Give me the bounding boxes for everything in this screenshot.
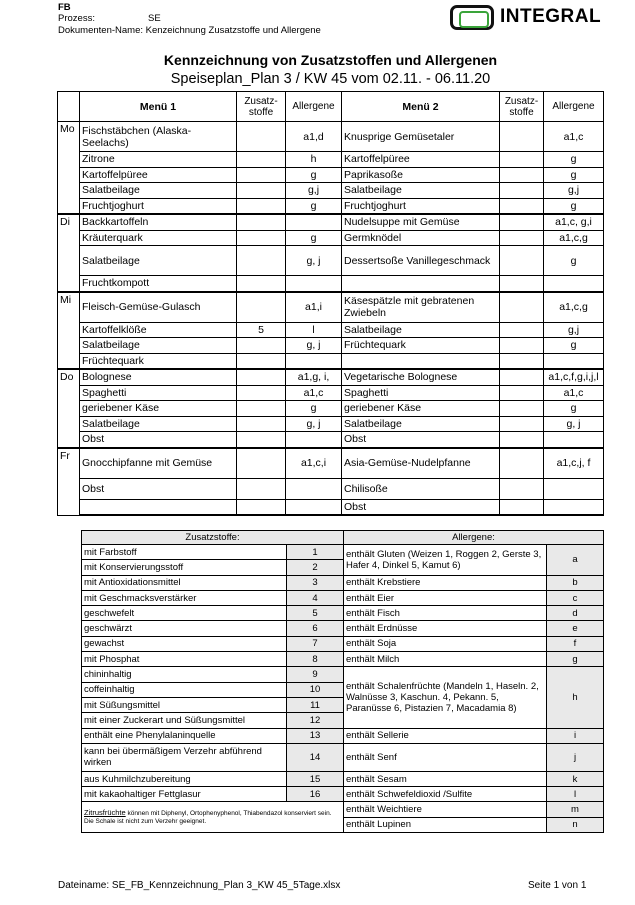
menu2-zusatz xyxy=(500,416,544,432)
menu2-allergene xyxy=(544,432,604,448)
menu1-allergene: a1,d xyxy=(286,122,342,152)
allergen-label: enthält Schalenfrüchte (Mandeln 1, Haseln. 2, Walnüsse 3, Kaschun. 4, Pekann. 5, Paranüsse 6, Pistazien 7, Macadamia 8) xyxy=(344,667,547,728)
menu2-item: Paprikasoße xyxy=(342,167,500,183)
menu1-zusatz xyxy=(237,499,286,515)
zusatzstoff-label: aus Kuhmilchzubereitung xyxy=(82,771,287,786)
zusatzstoff-label: enthält eine Phenylalaninquelle xyxy=(82,728,287,743)
form-code: FB xyxy=(58,2,71,13)
menu-row xyxy=(58,183,604,199)
allergen-label: enthält Soja xyxy=(344,636,547,651)
menu2-zusatz xyxy=(500,246,544,276)
menu1-item: Fleisch-Gemüse-Gulasch xyxy=(80,292,237,323)
allergen-code: k xyxy=(547,771,604,786)
zusatzstoff-number: 16 xyxy=(287,787,344,802)
allergene1-header: Allergene xyxy=(286,92,342,122)
allergen-code: f xyxy=(547,636,604,651)
menu2-allergene: g, j xyxy=(544,416,604,432)
menu1-allergene: g, j xyxy=(286,246,342,276)
menu1-header: Menü 1 xyxy=(80,92,237,122)
menu1-zusatz xyxy=(237,353,286,369)
menu1-allergene: g xyxy=(286,198,342,214)
menu-row xyxy=(58,338,604,354)
allergene-header: Allergene: xyxy=(344,531,604,545)
allergen-label: enthält Krebstiere xyxy=(344,575,547,590)
zusatzstoff-label: kann bei übermäßigem Verzehr abführend wirken xyxy=(82,743,287,771)
zusatzstoff-number: 10 xyxy=(287,682,344,697)
menu1-item: Kräuterquark xyxy=(80,230,237,246)
menu2-item: geriebener Käse xyxy=(342,401,500,417)
menu2-item: Spaghetti xyxy=(342,385,500,401)
allergen-label: enthält Lupinen xyxy=(344,817,547,832)
allergen-label: enthält Senf xyxy=(344,743,547,771)
legend-table xyxy=(81,530,604,833)
menu1-zusatz xyxy=(237,401,286,417)
document-name-label: Dokumenten-Name: xyxy=(58,25,144,36)
menu-row xyxy=(58,369,604,385)
allergen-code: l xyxy=(547,787,604,802)
zusatzstoff-label: coffeinhaltig xyxy=(82,682,287,697)
menu-header-row xyxy=(58,92,604,122)
allergen-code: n xyxy=(547,817,604,832)
menu2-zusatz xyxy=(500,214,544,230)
menu2-allergene: g,j xyxy=(544,183,604,199)
citrus-note-keyword: Zitrusfrüchte xyxy=(84,807,126,817)
legend-row xyxy=(82,743,604,771)
allergen-code: i xyxy=(547,728,604,743)
zusatzstoff-label: chininhaltig xyxy=(82,667,287,682)
menu2-item: Salatbeilage xyxy=(342,416,500,432)
menu-row xyxy=(58,122,604,152)
menu1-zusatz xyxy=(237,292,286,323)
allergen-label: enthält Schwefeldioxid /Sulfite xyxy=(344,787,547,802)
zusatzstoff-label: mit Antioxidationsmittel xyxy=(82,575,287,590)
allergen-code: h xyxy=(547,667,604,728)
zusatzstoff-label: geschwärzt xyxy=(82,621,287,636)
menu2-item: Früchtequark xyxy=(342,338,500,354)
menu1-allergene: a1,c xyxy=(286,385,342,401)
legend-row xyxy=(82,621,604,636)
allergen-label: enthält Erdnüsse xyxy=(344,621,547,636)
allergen-code: a xyxy=(547,545,604,576)
menu2-allergene: g xyxy=(544,152,604,168)
menu2-zusatz xyxy=(500,322,544,338)
logo-text: INTEGRAL xyxy=(500,6,602,27)
day-label: Fr xyxy=(58,448,80,516)
page-subtitle: Speiseplan_Plan 3 / KW 45 vom 02.11. - 06.11.20 xyxy=(170,71,491,87)
zusatzstoff-number: 14 xyxy=(287,743,344,771)
zusatzstoff-label: mit Geschmacksverstärker xyxy=(82,590,287,605)
zusatzstoff-label: mit einer Zuckerart und Süßungsmittel xyxy=(82,713,287,728)
menu2-allergene: g xyxy=(544,167,604,183)
allergen-code: g xyxy=(547,652,604,667)
footer-filename: Dateiname: SE_FB_Kennzeichnung_Plan 3_KW 45_5Tage.xlsx xyxy=(58,880,341,891)
menu1-item: Backkartoffeln xyxy=(80,214,237,230)
menu2-zusatz xyxy=(500,448,544,479)
menu2-item: Kartoffelpüree xyxy=(342,152,500,168)
process-value: SE xyxy=(148,13,161,24)
menu2-allergene: a1,c,j, f xyxy=(544,448,604,479)
menu2-zusatz xyxy=(500,499,544,515)
menu-row xyxy=(58,292,604,323)
zusatzstoff-number: 6 xyxy=(287,621,344,636)
menu2-item xyxy=(342,353,500,369)
zusatzstoff-number: 8 xyxy=(287,652,344,667)
zusatzstoff-number: 1 xyxy=(287,545,344,560)
menu2-item: Chilisoße xyxy=(342,478,500,499)
menu2-item: Salatbeilage xyxy=(342,183,500,199)
menu1-item: Zitrone xyxy=(80,152,237,168)
menu2-allergene xyxy=(544,276,604,292)
zusatz1-header: Zusatz-stoffe xyxy=(237,92,286,122)
menu-row xyxy=(58,499,604,515)
allergen-label: enthält Eier xyxy=(344,590,547,605)
zusatzstoff-label: mit Süßungsmittel xyxy=(82,697,287,712)
legend-row xyxy=(82,787,604,802)
zusatzstoff-number: 11 xyxy=(287,697,344,712)
menu2-item: Obst xyxy=(342,499,500,515)
day-label: Do xyxy=(58,369,80,448)
menu2-item: Fruchtjoghurt xyxy=(342,198,500,214)
menu1-allergene: g, j xyxy=(286,338,342,354)
menu1-zusatz xyxy=(237,416,286,432)
menu2-allergene: a1,c,f,g,i,j,l xyxy=(544,369,604,385)
allergen-label: enthält Weichtiere xyxy=(344,802,547,817)
menu-row xyxy=(58,322,604,338)
menu2-item: Asia-Gemüse-Nudelpfanne xyxy=(342,448,500,479)
menu1-item: Fischstäbchen (Alaska-Seelachs) xyxy=(80,122,237,152)
zusatzstoff-number: 15 xyxy=(287,771,344,786)
legend-row xyxy=(82,771,604,786)
zusatzstoff-label: gewachst xyxy=(82,636,287,651)
menu1-zusatz xyxy=(237,230,286,246)
menu2-item: Vegetarische Bolognese xyxy=(342,369,500,385)
menu1-item: Gnocchipfanne mit Gemüse xyxy=(80,448,237,479)
integral-logo xyxy=(450,3,600,33)
menu1-zusatz xyxy=(237,246,286,276)
menu1-allergene: a1,g, i, xyxy=(286,369,342,385)
document-name-value: Kenzeichnung Zusatzstoffe und Allergene xyxy=(145,25,321,36)
legend-row xyxy=(82,728,604,743)
menu2-zusatz xyxy=(500,353,544,369)
zusatzstoff-number: 12 xyxy=(287,713,344,728)
menu1-allergene xyxy=(286,214,342,230)
menu1-allergene xyxy=(286,353,342,369)
allergen-label: enthält Gluten (Weizen 1, Roggen 2, Gerste 3, Hafer 4, Dinkel 5, Kamut 6) xyxy=(344,545,547,576)
allergen-label: enthält Sesam xyxy=(344,771,547,786)
zusatzstoff-number: 5 xyxy=(287,606,344,621)
legend-row xyxy=(82,636,604,651)
zusatzstoff-number: 3 xyxy=(287,575,344,590)
menu1-allergene: g xyxy=(286,167,342,183)
menu2-zusatz xyxy=(500,183,544,199)
menu1-zusatz xyxy=(237,448,286,479)
zusatzstoff-label: mit Farbstoff xyxy=(82,545,287,560)
menu2-allergene: g xyxy=(544,338,604,354)
menu2-header: Menü 2 xyxy=(342,92,500,122)
menu2-allergene xyxy=(544,499,604,515)
menu1-item: Salatbeilage xyxy=(80,416,237,432)
menu1-allergene: g, j xyxy=(286,416,342,432)
menu-row xyxy=(58,353,604,369)
menu1-item: Spaghetti xyxy=(80,385,237,401)
menu1-allergene: h xyxy=(286,152,342,168)
menu2-allergene: g,j xyxy=(544,322,604,338)
menu2-zusatz xyxy=(500,152,544,168)
menu-row xyxy=(58,152,604,168)
menu-row xyxy=(58,416,604,432)
menu2-item: Nudelsuppe mit Gemüse xyxy=(342,214,500,230)
legend-row xyxy=(82,606,604,621)
menu2-zusatz xyxy=(500,338,544,354)
zusatzstoff-label: mit Konservierungsstoff xyxy=(82,560,287,575)
menu2-allergene: a1,c,g xyxy=(544,230,604,246)
legend-header-row xyxy=(82,531,604,545)
zusatzstoffe-header: Zusatzstoffe: xyxy=(82,531,344,545)
allergen-code: m xyxy=(547,802,604,817)
legend-row xyxy=(82,667,604,682)
menu2-item: Obst xyxy=(342,432,500,448)
menu-row xyxy=(58,230,604,246)
logo-mark-icon xyxy=(450,5,494,30)
menu1-item: Obst xyxy=(80,478,237,499)
zusatzstoff-label: mit kakaohaltiger Fettglasur xyxy=(82,787,287,802)
menu1-item: Früchtequark xyxy=(80,353,237,369)
legend-row xyxy=(82,590,604,605)
menu2-item: Käsespätzle mit gebratenen Zwiebeln xyxy=(342,292,500,323)
menu-row xyxy=(58,167,604,183)
day-label: Di xyxy=(58,214,80,292)
menu1-zusatz xyxy=(237,214,286,230)
zusatzstoff-number: 9 xyxy=(287,667,344,682)
menu2-allergene: a1,c,g xyxy=(544,292,604,323)
menu2-item xyxy=(342,276,500,292)
menu2-zusatz xyxy=(500,276,544,292)
menu-table xyxy=(57,91,604,516)
menu1-item: Salatbeilage xyxy=(80,183,237,199)
process-line xyxy=(58,13,161,24)
menu-row xyxy=(58,432,604,448)
zusatzstoff-number: 2 xyxy=(287,560,344,575)
menu1-allergene: g xyxy=(286,230,342,246)
menu1-item: Kartoffelpüree xyxy=(80,167,237,183)
legend-row xyxy=(82,545,604,560)
menu1-item: Kartoffelklöße xyxy=(80,322,237,338)
menu-row xyxy=(58,198,604,214)
menu2-zusatz xyxy=(500,432,544,448)
allergen-label: enthält Fisch xyxy=(344,606,547,621)
menu1-zusatz xyxy=(237,167,286,183)
legend-row xyxy=(82,575,604,590)
menu2-zusatz xyxy=(500,167,544,183)
menu1-item: Salatbeilage xyxy=(80,338,237,354)
menu1-zusatz xyxy=(237,369,286,385)
menu2-item: Salatbeilage xyxy=(342,322,500,338)
menu1-allergene: g xyxy=(286,401,342,417)
allergen-label: enthält Sellerie xyxy=(344,728,547,743)
zusatzstoff-number: 7 xyxy=(287,636,344,651)
document-name-line xyxy=(58,25,321,36)
menu1-item xyxy=(80,499,237,515)
citrus-note-text: können mit Diphenyl, Ortophenyphenol, Thiabendazol konserviert sein. Die Schale ist nicht zum Verzehr geeignet. xyxy=(84,809,332,825)
menu1-zusatz xyxy=(237,432,286,448)
menu1-zusatz xyxy=(237,152,286,168)
zusatz2-header: Zusatz-stoffe xyxy=(500,92,544,122)
menu2-zusatz xyxy=(500,122,544,152)
allergen-code: e xyxy=(547,621,604,636)
menu2-allergene: a1,c, g,i xyxy=(544,214,604,230)
menu1-allergene xyxy=(286,499,342,515)
menu2-zusatz xyxy=(500,292,544,323)
menu-row xyxy=(58,276,604,292)
menu1-allergene: a1,c,i xyxy=(286,448,342,479)
menu1-allergene xyxy=(286,478,342,499)
menu1-item: Fruchtjoghurt xyxy=(80,198,237,214)
menu2-item: Germknödel xyxy=(342,230,500,246)
menu2-allergene xyxy=(544,478,604,499)
day-header xyxy=(58,92,80,122)
legend-row xyxy=(82,802,604,817)
menu2-zusatz xyxy=(500,401,544,417)
menu1-zusatz xyxy=(237,276,286,292)
menu-row xyxy=(58,401,604,417)
menu2-allergene: g xyxy=(544,401,604,417)
menu-row xyxy=(58,478,604,499)
menu1-item: Bolognese xyxy=(80,369,237,385)
menu2-zusatz xyxy=(500,230,544,246)
day-label: Mo xyxy=(58,122,80,215)
allergen-code: d xyxy=(547,606,604,621)
zusatzstoff-number: 13 xyxy=(287,728,344,743)
citrus-note xyxy=(82,802,344,833)
menu1-allergene: l xyxy=(286,322,342,338)
zusatzstoff-label: mit Phosphat xyxy=(82,652,287,667)
menu1-item: Fruchtkompott xyxy=(80,276,237,292)
allergen-label: enthält Milch xyxy=(344,652,547,667)
menu2-item: Knusprige Gemüsetaler xyxy=(342,122,500,152)
menu2-zusatz xyxy=(500,385,544,401)
menu1-zusatz: 5 xyxy=(237,322,286,338)
legend-row xyxy=(82,652,604,667)
menu2-allergene: a1,c xyxy=(544,385,604,401)
menu-row xyxy=(58,385,604,401)
menu2-allergene: g xyxy=(544,198,604,214)
zusatzstoff-label: geschwefelt xyxy=(82,606,287,621)
menu1-zusatz xyxy=(237,198,286,214)
menu1-allergene: g,j xyxy=(286,183,342,199)
allergen-code: b xyxy=(547,575,604,590)
process-label: Prozess: xyxy=(58,13,95,24)
footer-page-number: Seite 1 von 1 xyxy=(528,880,587,891)
menu1-allergene: a1,i xyxy=(286,292,342,323)
day-label: Mi xyxy=(58,292,80,370)
zusatzstoff-number: 4 xyxy=(287,590,344,605)
menu1-item: geriebener Käse xyxy=(80,401,237,417)
menu2-zusatz xyxy=(500,478,544,499)
menu1-zusatz xyxy=(237,183,286,199)
menu1-allergene xyxy=(286,432,342,448)
menu-row xyxy=(58,246,604,276)
menu1-item: Obst xyxy=(80,432,237,448)
menu1-zusatz xyxy=(237,338,286,354)
menu2-item: Dessertsoße Vanillegeschmack xyxy=(342,246,500,276)
page-title: Kennzeichnung von Zusatzstoffen und Allergenen xyxy=(163,52,498,68)
menu1-allergene xyxy=(286,276,342,292)
menu1-zusatz xyxy=(237,385,286,401)
menu-row xyxy=(58,214,604,230)
menu2-allergene xyxy=(544,353,604,369)
allergen-code: j xyxy=(547,743,604,771)
menu1-zusatz xyxy=(237,478,286,499)
menu1-zusatz xyxy=(237,122,286,152)
allergen-code: c xyxy=(547,590,604,605)
menu-row xyxy=(58,448,604,479)
allergene2-header: Allergene xyxy=(544,92,604,122)
menu2-allergene: a1,c xyxy=(544,122,604,152)
menu2-zusatz xyxy=(500,369,544,385)
menu2-zusatz xyxy=(500,198,544,214)
menu2-allergene: g xyxy=(544,246,604,276)
menu1-item: Salatbeilage xyxy=(80,246,237,276)
